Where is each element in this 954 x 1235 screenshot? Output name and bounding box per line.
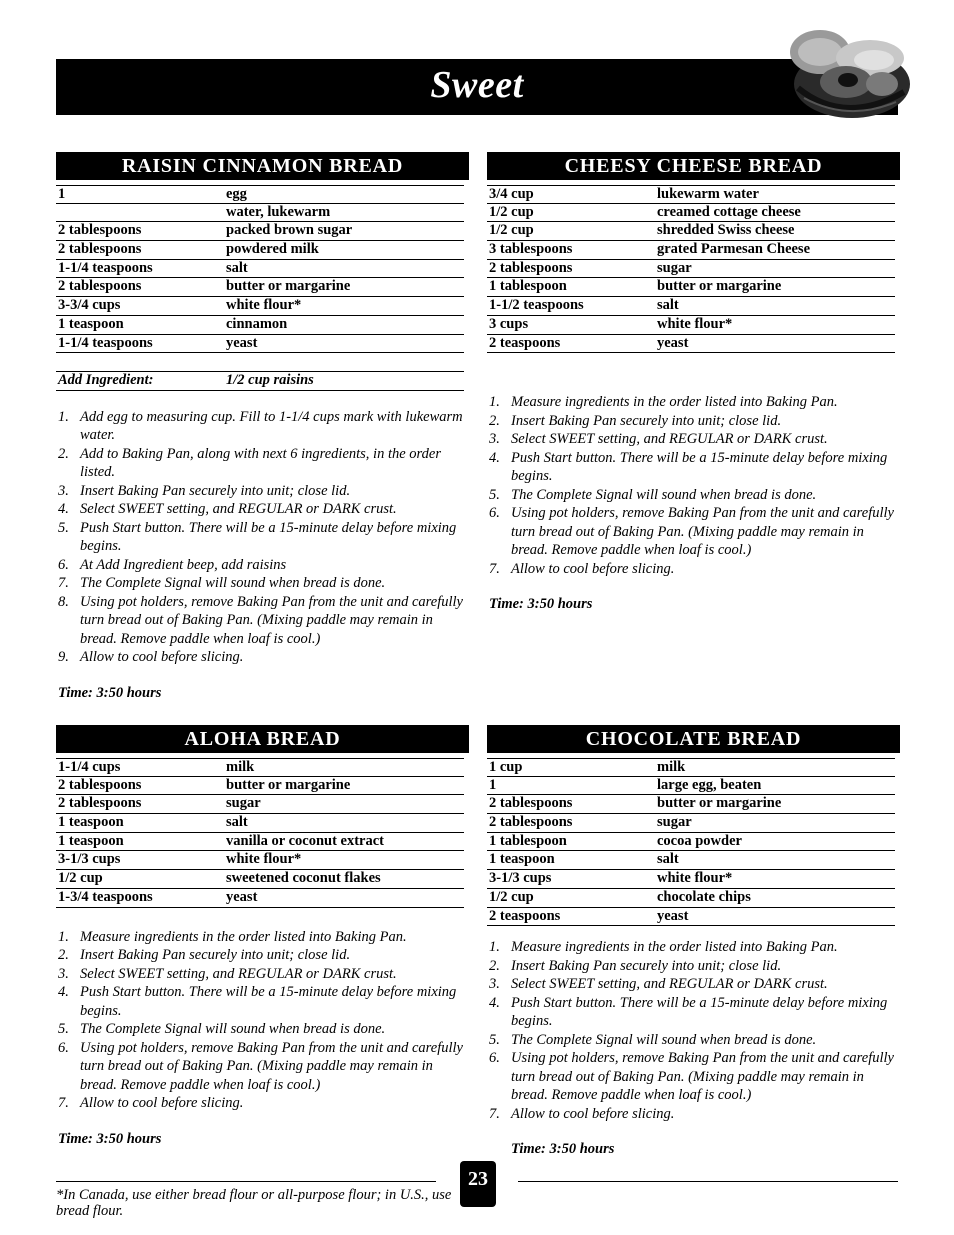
ingredient-name: milk — [657, 759, 686, 775]
ingredient-name: packed brown sugar — [226, 222, 353, 239]
ingredient-quantity: 2 tablespoons — [489, 259, 573, 276]
step-item: 6. Using pot holders, remove Baking Pan from the unit and carefully turn bread out of Baking Pan. (Mixing paddle may remain in bread. Remove paddle when loaf is cool.) — [58, 1039, 463, 1093]
ingredient-quantity: 1/2 cup — [58, 870, 103, 887]
ingredient-quantity: 2 tablespoons — [489, 814, 573, 831]
ingredient-quantity: 1 tablespoon — [489, 832, 567, 849]
ingredient-row — [56, 758, 464, 777]
recipe-chocolate-bread — [487, 725, 900, 1158]
ingredient-row — [487, 335, 895, 354]
ingredient-row — [56, 795, 464, 814]
ingredient-row — [56, 297, 464, 316]
ingredient-name: white flour* — [226, 297, 302, 314]
ingredient-quantity: 1-1/4 teaspoons — [58, 259, 153, 276]
ingredient-name: butter or margarine — [226, 278, 351, 295]
footnote: *In Canada, use either bread flour or all-purpose flour; in U.S., use bread flour. — [56, 1187, 452, 1219]
bake-time: Time: 3:50 hours — [58, 1130, 162, 1147]
ingredient-name: cinnamon — [226, 315, 288, 332]
ingredient-row — [56, 204, 464, 223]
ingredient-row — [56, 814, 464, 833]
ingredient-name: water, lukewarm — [226, 203, 331, 220]
ingredient-row — [487, 889, 895, 908]
ingredient-table — [56, 185, 464, 391]
step-list — [487, 393, 900, 578]
add-ingredient-value: 1/2 cup raisins — [226, 371, 314, 388]
ingredient-row — [56, 870, 464, 889]
ingredient-name: salt — [226, 259, 248, 276]
ingredient-quantity: 2 teaspoons — [489, 907, 561, 924]
ingredient-row — [56, 833, 464, 852]
step-item: 2. Insert Baking Pan securely into unit; close lid. — [58, 947, 351, 963]
ingredient-quantity: 1 teaspoon — [58, 814, 124, 831]
ingredient-row — [487, 222, 895, 241]
ingredient-quantity: 3 cups — [489, 315, 529, 332]
ingredient-row — [56, 241, 464, 260]
step-item: 5. The Complete Signal will sound when bread is done. — [489, 486, 817, 503]
ingredient-quantity: 1 teaspoon — [58, 315, 124, 332]
step-item: 5. The Complete Signal will sound when bread is done. — [489, 1031, 817, 1048]
ingredient-name: yeast — [657, 334, 689, 351]
ingredient-name: creamed cottage cheese — [657, 203, 801, 220]
ingredient-name: butter or margarine — [657, 278, 782, 295]
ingredient-name: cocoa powder — [657, 832, 742, 849]
ingredient-quantity: 2 tablespoons — [58, 241, 142, 258]
ingredient-quantity: 1/2 cup — [489, 222, 534, 239]
footer-rule-right — [518, 1181, 898, 1182]
ingredient-row — [487, 185, 895, 204]
step-item: 5. Push Start button. There will be a 15-minute delay before mixing begins. — [58, 519, 457, 555]
recipe-title: ALOHA BREAD — [56, 725, 469, 753]
ingredient-name: butter or margarine — [226, 776, 351, 793]
ingredient-name: salt — [657, 851, 679, 868]
bake-time: Time: 3:50 hours — [489, 596, 593, 613]
step-list — [487, 938, 900, 1123]
ingredient-quantity: 1 — [58, 186, 66, 202]
step-item: 4. Select SWEET setting, and REGULAR or DARK crust. — [58, 501, 397, 518]
ingredient-quantity: 2 tablespoons — [58, 776, 142, 793]
step-item: 6. At Add Ingredient beep, add raisins — [58, 556, 287, 573]
ingredient-quantity: 1/2 cup — [489, 203, 534, 220]
ingredient-quantity: 2 tablespoons — [58, 278, 142, 295]
ingredient-quantity: 2 tablespoons — [58, 795, 142, 812]
bake-time: Time: 3:50 hours — [58, 684, 162, 701]
ingredient-row — [56, 889, 464, 908]
step-item: 9. Allow to cool before slicing. — [58, 649, 244, 666]
ingredient-table — [487, 185, 895, 353]
page-number: 23 — [460, 1161, 496, 1207]
ingredient-row — [56, 316, 464, 335]
step-item: 1. Measure ingredients in the order listed into Baking Pan. — [489, 939, 838, 956]
table-divider — [56, 353, 464, 372]
ingredient-row — [487, 241, 895, 260]
ingredient-quantity: 2 teaspoons — [489, 334, 561, 351]
recipe-cheesy-cheese-bread — [487, 152, 900, 613]
ingredient-quantity: 3/4 cup — [489, 186, 534, 202]
step-item: 3. Select SWEET setting, and REGULAR or DARK crust. — [489, 976, 828, 993]
ingredient-name: chocolate chips — [657, 888, 751, 905]
step-item: 6. Using pot holders, remove Baking Pan from the unit and carefully turn bread out of Baking Pan. (Mixing paddle may remain in bread. Remove paddle when loaf is cool.) — [489, 505, 894, 559]
ingredient-row — [487, 278, 895, 297]
ingredient-quantity: 1-1/4 teaspoons — [58, 334, 153, 351]
step-item: 1. Measure ingredients in the order listed into Baking Pan. — [489, 394, 838, 411]
section-banner — [56, 59, 898, 115]
step-item: 3. Select SWEET setting, and REGULAR or DARK crust. — [58, 965, 397, 982]
ingredient-name: powdered milk — [226, 241, 319, 258]
ingredient-quantity: 1-1/2 teaspoons — [489, 297, 584, 314]
step-item: 4. Push Start button. There will be a 15-minute delay before mixing begins. — [58, 984, 457, 1019]
recipe-title: CHEESY CHEESE BREAD — [487, 152, 900, 180]
step-item: 4. Push Start button. There will be a 15-minute delay before mixing begins. — [489, 994, 888, 1030]
step-item: 1. Measure ingredients in the order listed into Baking Pan. — [58, 928, 407, 945]
ingredient-row — [487, 833, 895, 852]
ingredient-name: butter or margarine — [657, 795, 782, 812]
recipe-aloha-bread — [56, 725, 469, 1148]
ingredient-name: salt — [657, 297, 679, 314]
ingredient-row — [487, 777, 895, 796]
step-item: 6. Using pot holders, remove Baking Pan from the unit and carefully turn bread out of Baking Pan. (Mixing paddle may remain in bread. Remove paddle when loaf is cool.) — [489, 1050, 894, 1104]
ingredient-name: large egg, beaten — [657, 776, 762, 793]
ingredient-row — [487, 908, 895, 927]
ingredient-row — [487, 851, 895, 870]
add-ingredient-row — [56, 372, 464, 391]
step-list — [56, 408, 469, 667]
step-item: 2. Add to Baking Pan, along with next 6 ingredients, in the order listed. — [58, 445, 441, 481]
page-title: Sweet — [430, 64, 524, 106]
add-ingredient-label: Add Ingredient: — [58, 371, 154, 388]
step-item: 7. Allow to cool before slicing. — [489, 560, 675, 577]
ingredient-name: shredded Swiss cheese — [657, 222, 795, 239]
ingredient-row — [56, 278, 464, 297]
ingredient-quantity: 1 cup — [489, 759, 523, 775]
ingredient-name: salt — [226, 814, 248, 831]
step-item: 7. Allow to cool before slicing. — [58, 1095, 244, 1111]
ingredient-name: sugar — [657, 814, 692, 831]
ingredient-row — [56, 777, 464, 796]
ingredient-row — [56, 222, 464, 241]
step-item: 3. Insert Baking Pan securely into unit; close lid. — [58, 482, 351, 499]
ingredient-quantity: 2 tablespoons — [489, 795, 573, 812]
recipe-title: CHOCOLATE BREAD — [487, 725, 900, 753]
ingredient-name: grated Parmesan Cheese — [657, 241, 811, 258]
ingredient-row — [487, 260, 895, 279]
step-item: 7. Allow to cool before slicing. — [489, 1105, 675, 1122]
step-list — [56, 928, 469, 1113]
step-item: 7. The Complete Signal will sound when bread is done. — [58, 575, 386, 592]
ingredient-name: yeast — [226, 888, 258, 905]
ingredient-row — [487, 814, 895, 833]
ingredient-row — [487, 316, 895, 335]
recipe-title: RAISIN CINNAMON BREAD — [56, 152, 469, 180]
ingredient-row — [56, 260, 464, 279]
recipe-raisin-cinnamon-bread — [56, 152, 469, 702]
ingredient-name: white flour* — [657, 315, 733, 332]
ingredient-name: yeast — [657, 907, 689, 924]
ingredient-quantity: 1-3/4 teaspoons — [58, 888, 153, 905]
ingredient-name: sweetened coconut flakes — [226, 870, 381, 887]
bake-time: Time: 3:50 hours — [511, 1141, 615, 1158]
step-item: 1. Add egg to measuring cup. Fill to 1-1/4 cups mark with lukewarm water. — [58, 408, 463, 444]
ingredient-row — [487, 297, 895, 316]
ingredient-name: sugar — [226, 795, 261, 812]
step-item: 5. The Complete Signal will sound when bread is done. — [58, 1021, 386, 1037]
ingredient-quantity: 3 tablespoons — [489, 241, 573, 258]
ingredient-quantity: 1 teaspoon — [58, 832, 124, 849]
ingredient-row — [487, 204, 895, 223]
ingredient-row — [487, 870, 895, 889]
ingredient-name: white flour* — [657, 870, 733, 887]
ingredient-name: white flour* — [226, 851, 302, 868]
ingredient-quantity: 1 tablespoon — [489, 278, 567, 295]
ingredient-quantity: 1 — [489, 776, 497, 793]
step-item: 2. Insert Baking Pan securely into unit; close lid. — [489, 957, 782, 974]
ingredient-quantity — [56, 204, 226, 222]
ingredient-name: egg — [226, 186, 247, 202]
ingredient-quantity: 2 tablespoons — [58, 222, 142, 239]
step-item: 8. Using pot holders, remove Baking Pan from the unit and carefully turn bread out of Baking Pan. (Mixing paddle may remain in bread. Remove paddle when loaf is cool.) — [58, 593, 463, 647]
ingredient-quantity: 1/2 cup — [489, 888, 534, 905]
ingredient-table — [56, 758, 464, 908]
ingredient-row — [56, 335, 464, 354]
ingredient-name: sugar — [657, 259, 692, 276]
ingredient-table — [487, 758, 895, 926]
ingredient-quantity: 3-1/3 cups — [489, 870, 552, 887]
step-item: 3. Select SWEET setting, and REGULAR or DARK crust. — [489, 431, 828, 448]
step-item: 2. Insert Baking Pan securely into unit; close lid. — [489, 412, 782, 429]
ingredient-row — [56, 851, 464, 870]
ingredient-row — [487, 758, 895, 777]
ingredient-name: lukewarm water — [657, 186, 759, 202]
ingredient-name: yeast — [226, 334, 258, 351]
ingredient-name: milk — [226, 759, 255, 775]
ingredient-quantity: 3-3/4 cups — [58, 297, 121, 314]
ingredient-quantity: 3-1/3 cups — [58, 851, 121, 868]
ingredient-quantity: 1-1/4 cups — [58, 759, 121, 775]
step-item: 4. Push Start button. There will be a 15-minute delay before mixing begins. — [489, 449, 888, 485]
ingredient-quantity: 1 teaspoon — [489, 851, 555, 868]
ingredient-row — [56, 185, 464, 204]
bread-basket-illustration — [774, 22, 914, 122]
ingredient-name: vanilla or coconut extract — [226, 832, 384, 849]
footer-rule-left — [56, 1181, 436, 1182]
ingredient-row — [487, 795, 895, 814]
